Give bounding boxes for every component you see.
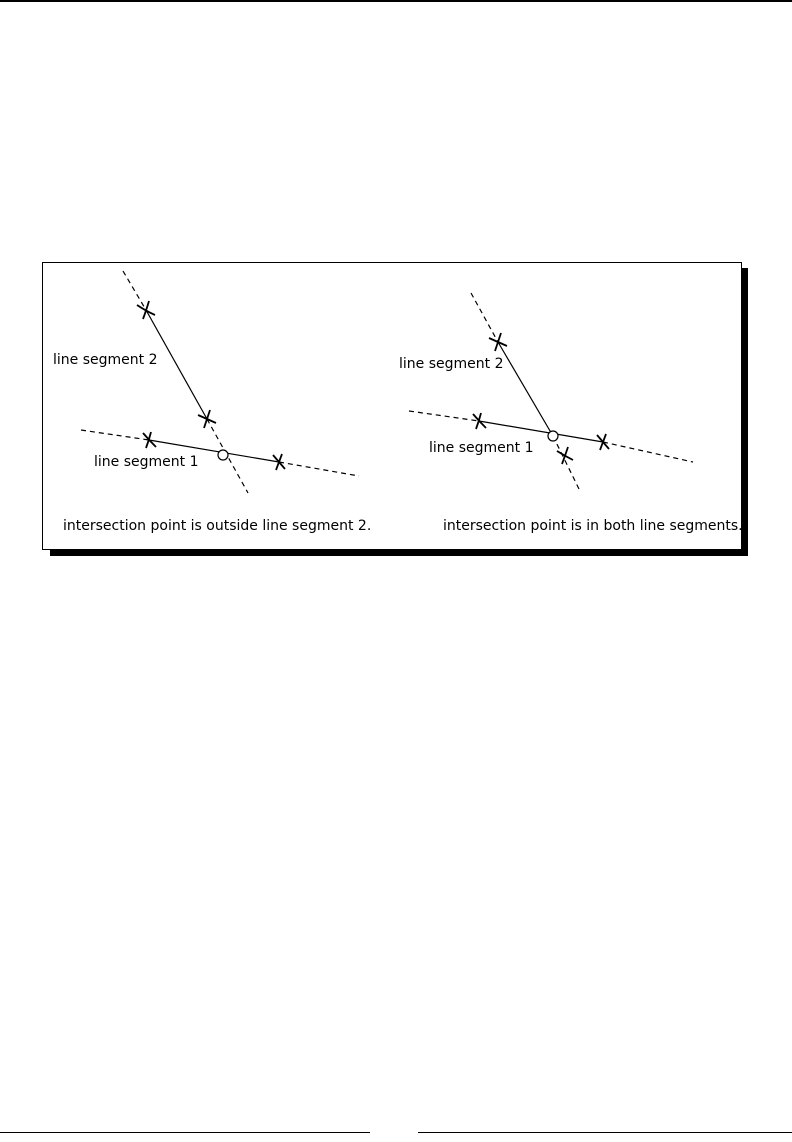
line-intersection-figure xyxy=(42,262,742,550)
right-line1-extension-right xyxy=(603,442,693,462)
right-intersection-point xyxy=(548,431,558,441)
left-line1-endpoint-right xyxy=(273,454,285,470)
right-line1-segment xyxy=(479,421,603,442)
left-segment2-label: line segment 2 xyxy=(53,352,158,368)
right-line1-endpoint-right xyxy=(597,434,609,450)
left-line2-endpoint-bottom xyxy=(198,410,216,428)
right-diagram xyxy=(409,293,693,489)
left-line2-endpoint-top xyxy=(137,301,155,319)
left-intersection-point xyxy=(218,450,228,460)
right-line2-segment xyxy=(498,342,553,436)
page-bottom-rule-right xyxy=(418,1132,792,1133)
right-segment2-label: line segment 2 xyxy=(399,356,504,372)
left-line1-extension-left xyxy=(81,430,149,440)
left-caption: intersection point is outside line segment 2. xyxy=(63,518,372,534)
page-bottom-rule-left xyxy=(0,1132,370,1133)
page-top-rule xyxy=(0,0,792,2)
left-line1-extension-right xyxy=(279,462,359,476)
right-line2-extension-top xyxy=(471,293,498,342)
left-segment1-label: line segment 1 xyxy=(94,454,199,470)
figure-svg xyxy=(43,263,743,551)
left-line2-extension-top xyxy=(123,271,146,310)
right-line1-extension-left xyxy=(409,411,479,421)
right-segment1-label: line segment 1 xyxy=(429,440,534,456)
right-caption: intersection point is in both line segments. xyxy=(443,518,743,534)
right-line2-extension-bottom xyxy=(553,436,579,489)
right-line2-endpoint-top xyxy=(489,333,507,351)
